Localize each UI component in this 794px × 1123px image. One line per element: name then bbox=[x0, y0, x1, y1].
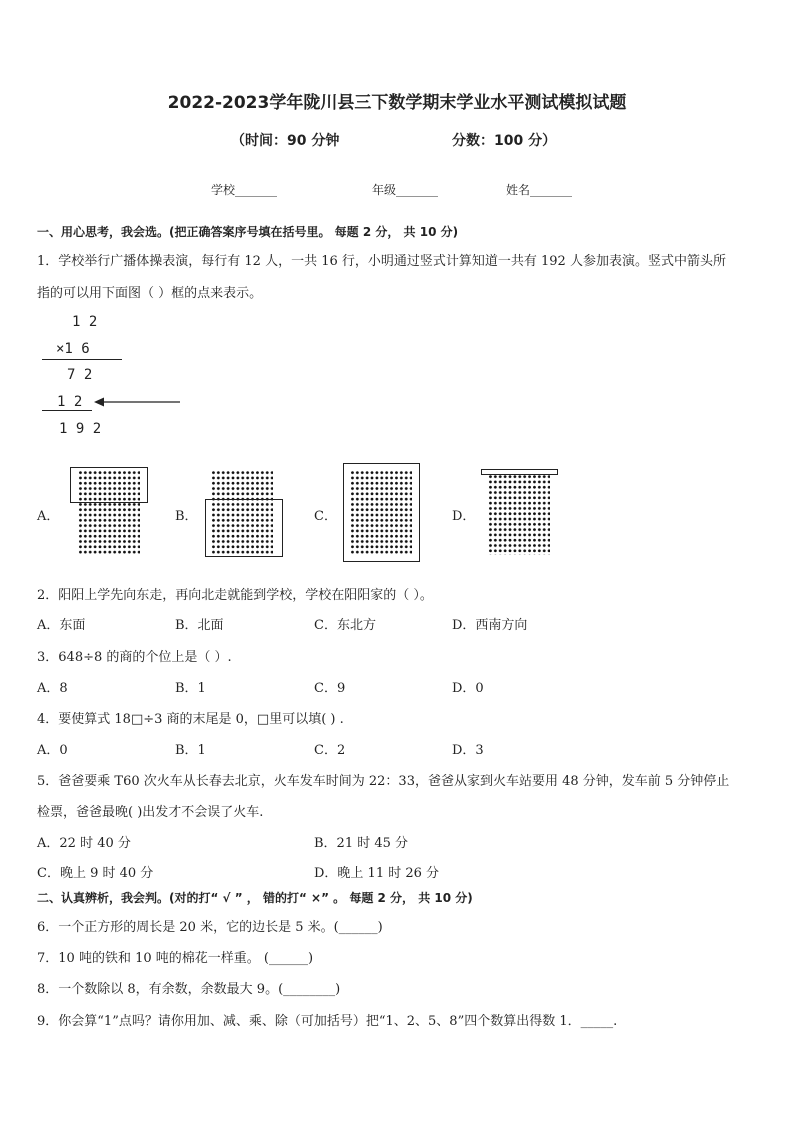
q7-text: 7．10 吨的铁和 10 吨的棉花一样重。 (______) bbox=[37, 951, 314, 966]
name-field: 姓名_______ bbox=[506, 183, 573, 197]
frame-d bbox=[481, 469, 558, 475]
grade-field: 年级_______ bbox=[372, 183, 439, 197]
q1-option-b[interactable]: B． bbox=[175, 509, 198, 524]
q4-option-d[interactable]: D．3 bbox=[452, 743, 484, 758]
q2-option-d[interactable]: D．西南方向 bbox=[452, 618, 528, 633]
frame-c bbox=[343, 463, 420, 562]
q2-text: 2．阳阳上学先向东走，再向北走就能到学校，学校在阳阳家的（ ）。 bbox=[37, 588, 433, 603]
page-title: 2022-2023学年陇川县三下数学期末学业水平测试模拟试题 bbox=[167, 93, 627, 113]
arrow-left-icon bbox=[94, 396, 182, 408]
calc-line-1 bbox=[42, 359, 122, 360]
q3-text: 3．648÷8 的商的个位上是（ ）. bbox=[37, 650, 232, 665]
q1-option-c[interactable]: C． bbox=[314, 509, 337, 524]
q5-option-c[interactable]: C．晚上 9 时 40 分 bbox=[37, 866, 154, 881]
q1-line2: 指的可以用下面图（ ）框的点来表示。 bbox=[37, 286, 263, 301]
calc-line-2 bbox=[42, 410, 92, 411]
q2-option-a[interactable]: A．东面 bbox=[37, 618, 86, 633]
q4-option-a[interactable]: A．0 bbox=[37, 743, 68, 758]
q5-line2: 检票，爸爸最晚( )出发才不会误了火车. bbox=[37, 805, 264, 820]
q2-option-b[interactable]: B．北面 bbox=[175, 618, 224, 633]
q3-option-c[interactable]: C．9 bbox=[314, 681, 346, 696]
section1-heading: 一、用心思考，我会选。(把正确答案序号填在括号里。 每题 2 分， 共 10 分) bbox=[37, 225, 459, 239]
q9-text: 9．你会算“1”点吗？请你用加、减、乘、除（可加括号）把“1、2、5、8”四个数算出得数 1．_____. bbox=[37, 1014, 618, 1029]
exam-time: （时间：90 分钟 bbox=[231, 133, 340, 149]
q3-option-a[interactable]: A．8 bbox=[37, 681, 68, 696]
q4-option-c[interactable]: C．2 bbox=[314, 743, 346, 758]
q3-option-b[interactable]: B．1 bbox=[175, 681, 206, 696]
q5-option-a[interactable]: A．22 时 40 分 bbox=[37, 836, 131, 851]
frame-a bbox=[70, 467, 148, 503]
q2-option-c[interactable]: C．东北方 bbox=[314, 618, 376, 633]
q5-line1: 5．爸爸要乘 T60 次火车从长春去北京，火车发车时间为 22：33，爸爸从家到火车站要用 48 分钟，发车前 5 分钟停止 bbox=[37, 774, 730, 789]
q8-text: 8．一个数除以 8，有余数，余数最大 9。(________) bbox=[37, 982, 341, 997]
calc-row-4: 1 2 bbox=[57, 394, 83, 410]
q3-option-d[interactable]: D．0 bbox=[452, 681, 484, 696]
q1-option-d[interactable]: D． bbox=[452, 509, 476, 524]
q1-option-a[interactable]: A． bbox=[37, 509, 60, 524]
dot-array-d bbox=[488, 474, 550, 555]
calc-row-2: ×1 6 bbox=[56, 341, 90, 357]
school-field: 学校_______ bbox=[211, 183, 278, 197]
calc-row-5: 1 9 2 bbox=[59, 421, 102, 437]
frame-b bbox=[205, 499, 283, 557]
q6-text: 6．一个正方形的周长是 20 米，它的边长是 5 米。(______) bbox=[37, 920, 383, 935]
q5-option-b[interactable]: B．21 时 45 分 bbox=[314, 836, 409, 851]
q4-text: 4．要使算式 18□÷3 商的末尾是 0，□里可以填( ) . bbox=[37, 712, 344, 727]
section2-heading: 二、认真辨析，我会判。(对的打“ √ ” ， 错的打“ ×” 。 每题 2 分， 共 10 分) bbox=[37, 891, 473, 905]
calc-row-3: 7 2 bbox=[67, 367, 93, 383]
calc-row-1: 1 2 bbox=[72, 314, 98, 330]
q1-line1: 1．学校举行广播体操表演，每行有 12 人，一共 16 行，小明通过竖式计算知道一共有 192 人参加表演。竖式中箭头所 bbox=[37, 254, 726, 269]
q4-option-b[interactable]: B．1 bbox=[175, 743, 206, 758]
exam-score: 分数：100 分） bbox=[452, 133, 557, 149]
q5-option-d[interactable]: D．晚上 11 时 26 分 bbox=[314, 866, 440, 881]
